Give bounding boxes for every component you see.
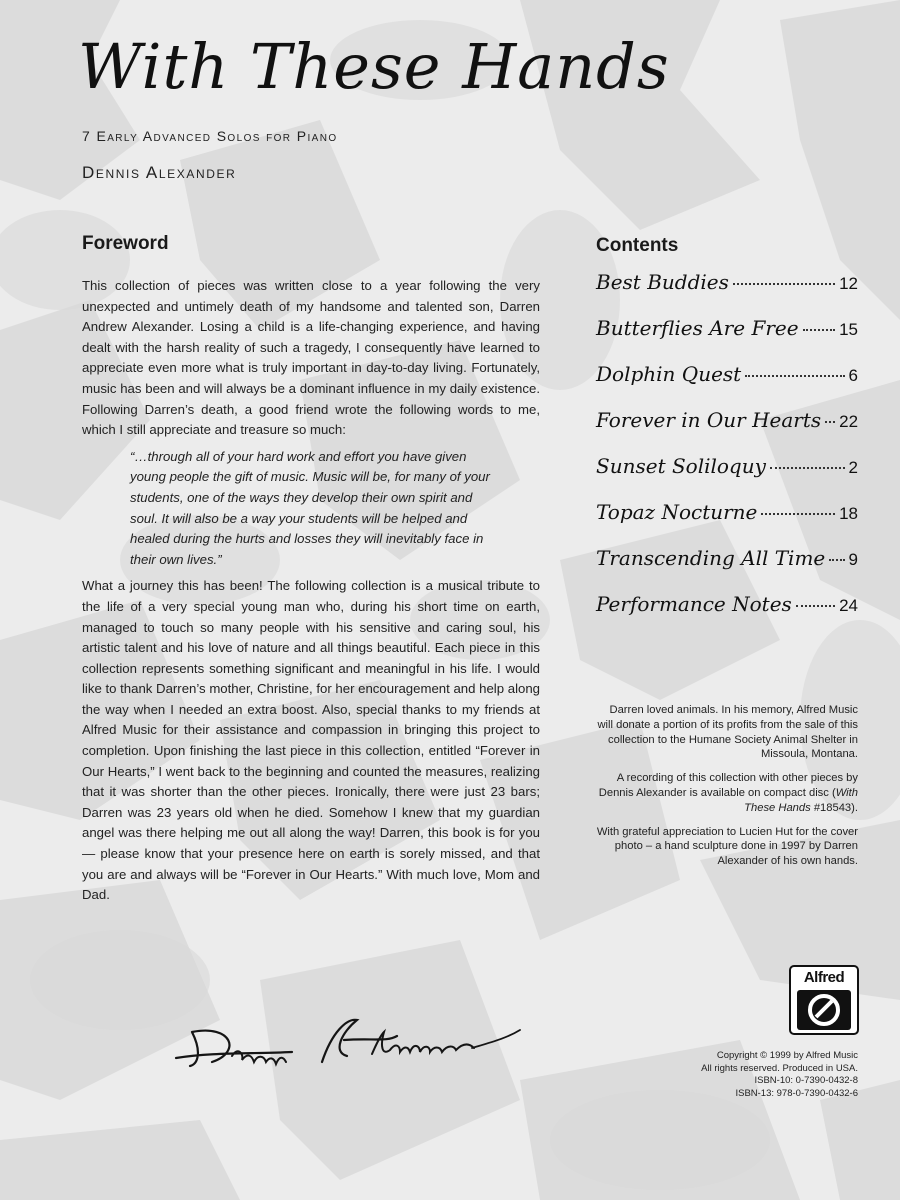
logo-text: Alfred bbox=[803, 969, 845, 986]
copyright-block bbox=[596, 1050, 858, 1100]
toc-page-number: 12 bbox=[839, 274, 858, 293]
recording-title: With These Hands bbox=[744, 786, 858, 814]
foreword-heading: Foreword bbox=[82, 233, 169, 254]
foreword-paragraph: This collection of pieces was written close to a year following the very unexpected and untimely death of my handsome and talented son, Darren Andrew Alexander. Losing a child is a life-changing experience, and having dealt with the harsh reality of such a tragedy, I consequently have learned to appreciate even more what is truly important in day-to-day living. Fortunately, music has been and will always be a dominant influence in my daily existence. Following Darren’s death, a good friend wrote the following words to me, which I still appreciate and treasure so much: bbox=[82, 278, 540, 438]
toc-entry[interactable] bbox=[596, 316, 858, 362]
toc-leader bbox=[733, 283, 835, 285]
toc-entry[interactable] bbox=[596, 270, 858, 316]
logo-emblem-icon bbox=[796, 989, 852, 1031]
book-subtitle: 7 Early Advanced Solos for Piano bbox=[82, 128, 338, 144]
author-name: Dennis Alexander bbox=[82, 163, 237, 182]
contents-heading: Contents bbox=[596, 235, 679, 256]
photo-credit-note: With grateful appreciation to Lucien Hut for the cover photo – a hand sculpture done in 1997 by Darren Alexander of his own hands. bbox=[596, 825, 858, 868]
foreword-quote: “…through all of your hard work and effort you have given young people the gift of music. Music will be, for many of your students, one of the ways they develop their own spirit and soul. It will also be a way your students will be helped and healed during the hurts and losses they will inevitably face in their own lives.” bbox=[130, 448, 490, 567]
toc-title: Dolphin Quest bbox=[596, 362, 742, 386]
toc-leader bbox=[745, 375, 844, 377]
toc-page-number: 2 bbox=[848, 458, 858, 477]
toc-title: Performance Notes bbox=[596, 592, 792, 616]
foreword-body bbox=[82, 276, 540, 906]
foreword-paragraph: What a journey this has been! The following collection is a musical tribute to the life of a very special young man who, during his short time on earth, managed to touch so many people with his sensitive and caring soul, his artistic talent and his love of nature and all things beautiful. Each piece in this collection represents something significant and meaningful in his life. I would like to thank Darren’s mother, Christine, for her encouragement and help along the way when I needed an extra boost. Also, special thanks to my friends at Alfred Music for their assistance and compassion in bringing this project to completion. Upon finishing the last piece in this collection, entitled “Forever in Our Hearts,” I went back to the beginning and counted the measures, realizing that it was shorter than the other pieces. Ironically, there were just 23 bars; Darren was 23 years old when he died. Somehow I knew that my guardian angel was there helping me out all along the way! Darren, this book is for you — please know that your presence here on earth is sorely missed, and that you are and always will be “Forever in Our Hearts.” With much love, Mom and Dad. bbox=[82, 578, 540, 903]
toc-title: Forever in Our Hearts bbox=[596, 408, 822, 432]
toc-page-number: 6 bbox=[848, 366, 858, 385]
toc-title: Topaz Nocturne bbox=[596, 500, 758, 524]
copyright-line: Copyright © 1999 by Alfred Music bbox=[716, 1050, 858, 1061]
toc-leader bbox=[796, 605, 835, 607]
toc-leader bbox=[829, 559, 844, 561]
table-of-contents bbox=[596, 270, 858, 638]
author-signature bbox=[172, 1012, 532, 1072]
alfred-logo bbox=[789, 965, 859, 1035]
toc-entry[interactable] bbox=[596, 546, 858, 592]
rights-line: All rights reserved. Produced in USA. bbox=[701, 1062, 858, 1074]
toc-title: Sunset Soliloquy bbox=[596, 454, 766, 478]
toc-leader bbox=[825, 421, 835, 423]
toc-title: Transcending All Time bbox=[596, 546, 826, 570]
toc-page-number: 22 bbox=[839, 412, 859, 431]
toc-leader bbox=[770, 467, 845, 469]
book-title: With These Hands bbox=[78, 30, 670, 103]
toc-leader bbox=[761, 513, 835, 515]
toc-page-number: 15 bbox=[839, 320, 858, 339]
toc-page-number: 9 bbox=[848, 550, 858, 569]
side-notes bbox=[596, 703, 858, 878]
toc-entry[interactable] bbox=[596, 592, 858, 638]
recording-note-text: A recording of this collection with other pieces by Dennis Alexander is available on compact disc ( bbox=[598, 772, 858, 799]
toc-entry[interactable] bbox=[596, 408, 858, 454]
toc-entry[interactable] bbox=[596, 362, 858, 408]
toc-entry[interactable] bbox=[596, 454, 858, 500]
isbn10-line: ISBN-10: 0-7390-0432-8 bbox=[754, 1075, 858, 1087]
toc-page-number: 18 bbox=[839, 504, 858, 523]
isbn13-line: ISBN-13: 978-0-7390-0432-6 bbox=[735, 1087, 858, 1099]
donation-note: Darren loved animals. In his memory, Alfred Music will donate a portion of its profits from the sale of this collection to the Humane Society Animal Shelter in Missoula, Montana. bbox=[597, 704, 858, 761]
recording-catalog-number: #18543). bbox=[810, 801, 858, 814]
toc-title: Best Buddies bbox=[596, 270, 729, 294]
toc-leader bbox=[803, 329, 836, 331]
toc-page-number: 24 bbox=[839, 596, 858, 615]
recording-note bbox=[596, 771, 858, 815]
toc-title: Butterflies Are Free bbox=[596, 316, 799, 340]
toc-entry[interactable] bbox=[596, 500, 858, 546]
